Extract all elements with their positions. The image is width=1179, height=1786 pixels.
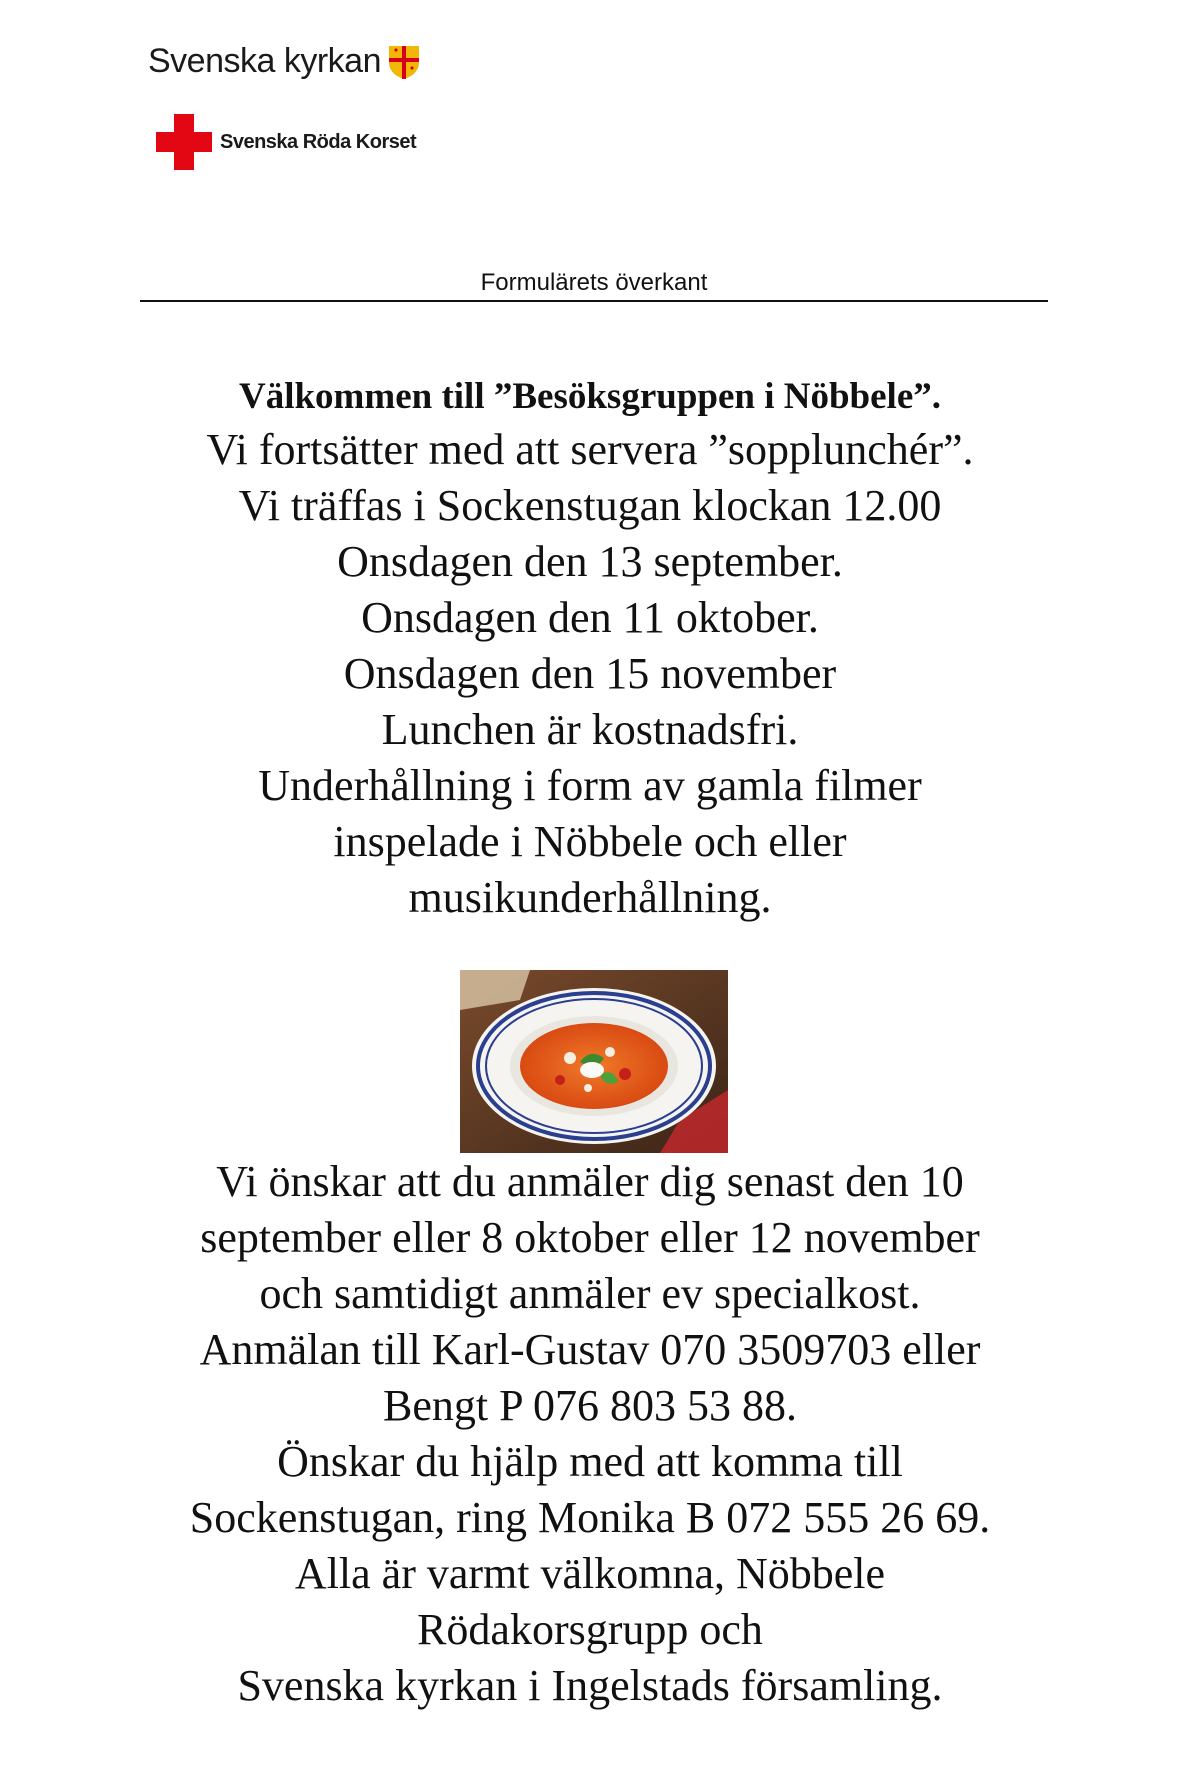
intro-line: Underhållning i form av gamla filmer bbox=[258, 761, 922, 810]
intro-line: Onsdagen den 11 oktober. bbox=[361, 593, 819, 642]
soup-bowl-image bbox=[460, 970, 728, 1153]
church-emblem-icon bbox=[387, 44, 421, 80]
outro-line: Önskar du hjälp med att komma till bbox=[277, 1437, 903, 1486]
outro-line: Vi önskar att du anmäler dig senast den 10 bbox=[216, 1157, 964, 1206]
outro-line: Sockenstugan, ring Monika B 072 555 26 69. bbox=[189, 1493, 991, 1542]
intro-text bbox=[90, 422, 1090, 926]
intro-line: inspelade i Nöbbele och eller bbox=[333, 817, 847, 866]
red-cross-icon bbox=[156, 114, 212, 170]
intro-line: musikunderhållning. bbox=[408, 873, 772, 922]
svenska-kyrkan-logo bbox=[148, 42, 421, 81]
outro-line: Anmälan till Karl-Gustav 070 3509703 eller bbox=[199, 1325, 981, 1374]
outro-text bbox=[90, 1154, 1090, 1714]
outro-line: Svenska kyrkan i Ingelstads församling. bbox=[237, 1661, 943, 1710]
intro-line: Onsdagen den 15 november bbox=[343, 649, 837, 698]
intro-line: Lunchen är kostnadsfri. bbox=[381, 705, 799, 754]
outro-line: och samtidigt anmäler ev specialkost. bbox=[259, 1269, 921, 1318]
svenska-kyrkan-logo-text: Svenska kyrkan bbox=[148, 42, 381, 80]
intro-line: Vi träffas i Sockenstugan klockan 12.00 bbox=[238, 481, 942, 530]
form-top-divider bbox=[140, 300, 1048, 302]
intro-line: Onsdagen den 13 september. bbox=[337, 537, 843, 586]
intro-line: Vi fortsätter med att servera ”sopplunchér”. bbox=[206, 425, 974, 474]
form-top-label: Formulärets överkant bbox=[480, 269, 708, 296]
outro-line: september eller 8 oktober eller 12 november bbox=[200, 1213, 980, 1262]
outro-line: Alla är varmt välkomna, Nöbbele bbox=[294, 1549, 886, 1598]
outro-line: Bengt P 076 803 53 88. bbox=[383, 1381, 797, 1430]
roda-korset-logo bbox=[156, 114, 416, 170]
headline: Välkommen till ”Besöksgruppen i Nöbbele”. bbox=[238, 376, 942, 417]
outro-line: Rödakorsgrupp och bbox=[417, 1605, 763, 1654]
roda-korset-logo-text: Svenska Röda Korset bbox=[220, 130, 417, 153]
